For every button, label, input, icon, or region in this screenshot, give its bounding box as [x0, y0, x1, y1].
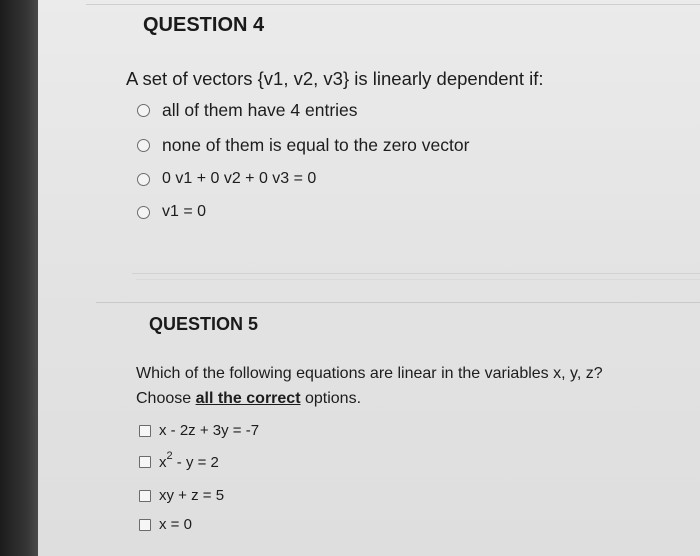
q4-option-3[interactable]	[137, 170, 316, 188]
screen-bezel	[0, 0, 38, 556]
checkbox[interactable]	[139, 519, 151, 531]
exponent: 2	[166, 450, 173, 462]
section-divider	[132, 273, 700, 274]
q4-option-2-label: none of them is equal to the zero vector	[162, 135, 470, 155]
quiz-page	[38, 0, 700, 556]
q5-option-1[interactable]	[139, 422, 259, 439]
question-4-prompt: A set of vectors {v1, v2, v3} is linearly dependent if:	[126, 68, 544, 89]
q4-option-2[interactable]	[137, 135, 469, 156]
question-5-instruction	[136, 390, 361, 408]
q4-option-4[interactable]	[137, 203, 206, 221]
q5-option-1-label: x - 2z + 3y = -7	[159, 422, 260, 439]
instruction-suffix: options.	[300, 390, 362, 407]
section-divider	[136, 279, 700, 280]
radio-button[interactable]	[137, 173, 150, 186]
radio-button[interactable]	[137, 104, 150, 117]
instruction-prefix: Choose	[136, 390, 196, 407]
q4-option-3-label: 0 v1 + 0 v2 + 0 v3 = 0	[162, 170, 317, 187]
q5-option-3-label: xy + z = 5	[159, 487, 225, 504]
q5-option-4[interactable]	[139, 516, 192, 533]
question-5-title: QUESTION 5	[149, 314, 259, 334]
checkbox[interactable]	[139, 425, 151, 437]
checkbox[interactable]	[139, 456, 151, 468]
section-divider	[96, 302, 700, 303]
q5-option-2-label	[159, 452, 219, 471]
radio-button[interactable]	[137, 206, 150, 219]
q5-option-4-label: x = 0	[159, 516, 192, 533]
question-4-title: QUESTION 4	[143, 14, 265, 36]
top-divider	[86, 4, 700, 5]
q4-option-1-label: all of them have 4 entries	[162, 100, 358, 120]
variable-x: x	[159, 454, 167, 471]
q5-option-2[interactable]	[139, 452, 219, 471]
q5-option-3[interactable]	[139, 487, 224, 504]
q4-option-4-label: v1 = 0	[162, 203, 207, 220]
instruction-emphasis: all the correct	[195, 390, 301, 407]
question-5-prompt: Which of the following equations are linear in the variables x, y, z?	[136, 365, 603, 382]
radio-button[interactable]	[137, 139, 150, 152]
checkbox[interactable]	[139, 490, 151, 502]
equation-rest: - y = 2	[172, 454, 219, 471]
q4-option-1[interactable]	[137, 100, 358, 121]
